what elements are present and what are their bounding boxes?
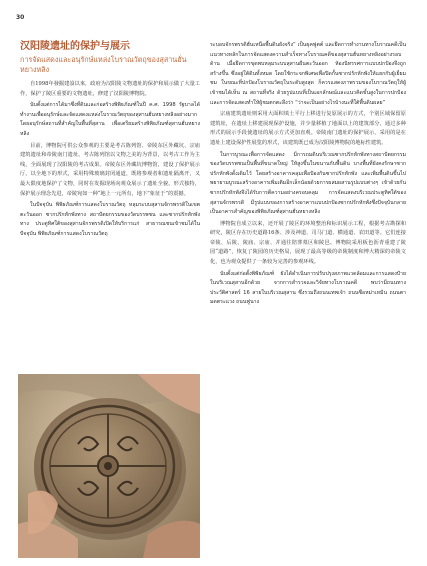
paragraph: นับตั้งแต่ก่อตั้งพิพิธภัณฑ์ ยังได้ดำเนินการปรับปรุงสภาพแวดล้อมและการแสดงป้ายในบริเวณสุสานอีกด้วย จากการสำรวจและวิจัยทางโบราณคดี พบว่ามีถนนทางประวัติศาสตร์ 16 สายในบริเวณสุสาน ซึ่งรวมถึงถนนเทพเจ้า ถนนซือหม่าเหมิน ถนนตามดตระแวง ถนนฟูนาง (210, 270, 406, 306)
paragraph: ในการบูรณะเพื่อการจัดแสดง มีการถมดินบริเวณซากปรักหักพังทางสถาปัตยกรรมของวัดบรรพชนเป็นพื้นที่ขนาดใหญ่ ให้สูงขึ้นในขนานกับพื้นดิน บางพื้นที่ยังคงรักษาซากปรักหักพังดั้งเดิมไว้ โดยสร้างอาคารคลุมเพื่อป้องกันซากปรักหักพัง และเพิ่มพื้นดินขึ้นไป พยายามบูรณะสร้างอาคารเพิ่มเติมอีกเล็กน้อยด้วยการผสมผสานรูปแบบต่างๆ เข้าด้วยกัน ซากปรักหักพังจึงได้รับการตีความอย่างครอบคลุม การจัดแสดงบริเวณประตูทิศใต้ของสุสานจักรพรรดิ มีรูปแบบของการสร้างอาคารแบบปกป้องซากปรักหักพังซึ่งปัจจุบันกลายเป็นอาคารสำคัญของพิพิธภัณฑ์สุสานฮั่นหยางหลิง (210, 151, 406, 216)
paragraph: 自1998年發掘建設以來，政府为汉阳陵文物遗址的保护和展示做了大量工作，保护了陵区重要的文物遗址，修建了汉阳陵博物院。 (20, 81, 200, 97)
stone-tile-illustration (18, 374, 200, 558)
right-column (210, 41, 406, 310)
paragraph: 博物院自成立以来，还开展了陵区的环境整治和标识展示工程，根据考古勘探和研究，陵区存在历史道路16条、涉及神道、司马门道、横通道、农田道等。它们连接帝陵、后陵、陵庙、宗庙、并通往陪葬墓区和陵邑。博物院采用板色沥青重建了陵园“道路”，恢复了陵园的历史格局，展现了最高等级的帝陵制度和博大精深的帝陵文化，也为观众提供了一条较为完善的参观环线。 (210, 220, 406, 266)
paragraph: ระบอบจักรพรรดิฮั่นเหนือพื้นดินยังจริง” เป็นยุคฟูตต์ และยึดการทำงานทางโบราณคดีเป็นแนวทางหลักในการจัดแสดงความสำเร็จทางโบราณคดีของสุสานฮั่นหยางหลิงอย่างรอบด้าน เมื่อยึดการขุดพบหลุมระบบสุสานฝั่นตะวันออก ห้องนิทรรศการแบบปกป้องจึงถูกสร้างขึ้น ซึ่งอยู่ใต้ดินทั้งหมด โดยใช้กระจกพิเศษเพื่อปิดกั้นซากปรักหักพังให้แยกกับผู้เยี่ยมชม ในขณะที่ปกป้องโบราณวัตถุในระดับสูงสุด ก็ควรแสดงภาพรวมของโบราณวัตถุให้ผู้เข้าชมได้เห็น ณ สถานที่จริง ด้วยรูปแบบที่เป็นเอกลักษณ์และแนวคิดขั้นสูงในการปกป้องและการจัดแสดงทำให้ผู้ชมตกตะลึงว่า “ว่าจะเป็นอย่างไรบ้างนะที่ใต้พื้นดินผลย” (210, 42, 406, 106)
left-paragraphs (20, 80, 200, 240)
paragraph: 宗庙建筑遗址则采用大面积填土平行上移进行复原展示的方式，个别区域保留原建筑址，在遗址上移建展现保护设施，并少量移植了地面以上的建筑部分，通过多种形式的展示手段使遗址的展示方式更加直观。帝陵南门遗址的保护展示，采用的是在遗址上建设保护性展览的形式，该建筑既已成为汉阳陵博物院的地标性建筑。 (210, 111, 406, 146)
article-title-thai: การจัดแสดงและอนุรักษ์แหล่งโบราณวัตถุของสุสานฮั่นหยางหลิง (20, 55, 187, 74)
left-column (20, 40, 200, 242)
article-title-chinese: 汉阳陵遗址的保护与展示 (20, 41, 130, 52)
carved-stone-tile-photo (18, 374, 200, 558)
paragraph: ในปัจจุบัน พิพิธภัณฑ์การแสดงโบราณวัตถุ หลุมระบบสุสานจักรพรรดิในเขตตะวันออก ซากปรักหักพังทาง สถาปัตยกรรมของวัดบรรพชน และซากปรักหักพังทาง ประตูทิศใต้ของสุสานจักรพรรดิเปิดให้บริการแก่ สาธารณชนเข้าชมได้ในปัจจุบัน พิพิธภัณฑ์การแสดงโบราณวัตถุ (20, 202, 200, 237)
page-number: 30 (16, 14, 25, 21)
paragraph: 目前，博物院可供公众参观的主要是考古陈列馆、帝陵东区外藏坑、宗庙建筑遗址和帝陵南门遗址。考古陈列馆以文物之美的为背景，以考古工作为主线，全面展现了汉阳陵的考古成果。帝陵东区外藏坑博物馆，建设了保护展示厅，以全地下的形式，采用特殊玻璃封闭通道，既将参观者和遗址隔离开，又最大限度地保护了文物，同时在发掘现场向观众展示了遗址全貌。形式独特，保护展示理念先进，帝陵宛如一种“地上一元所有，地下”象征于”的震撼。 (20, 142, 200, 197)
paragraph: นับตั้งแต่การได้มาซึ่งที่ดินและก่อสร้างพิพิธภัณฑ์ในปี ค.ศ. 1998 รัฐบาลได้ทำงานเพื่ออนุรักษ์และจัดแสดงแหล่งโบราณวัตถุของสุสานฮั่นหยางหลิงอย่างมาก โดยอนุรักษ์สถานที่สำคัญในพื้นที่สุสาน เพื่อเตรียมสร้างพิพิธภัณฑ์สุสานฮั่นหยางหลิง (20, 102, 200, 137)
